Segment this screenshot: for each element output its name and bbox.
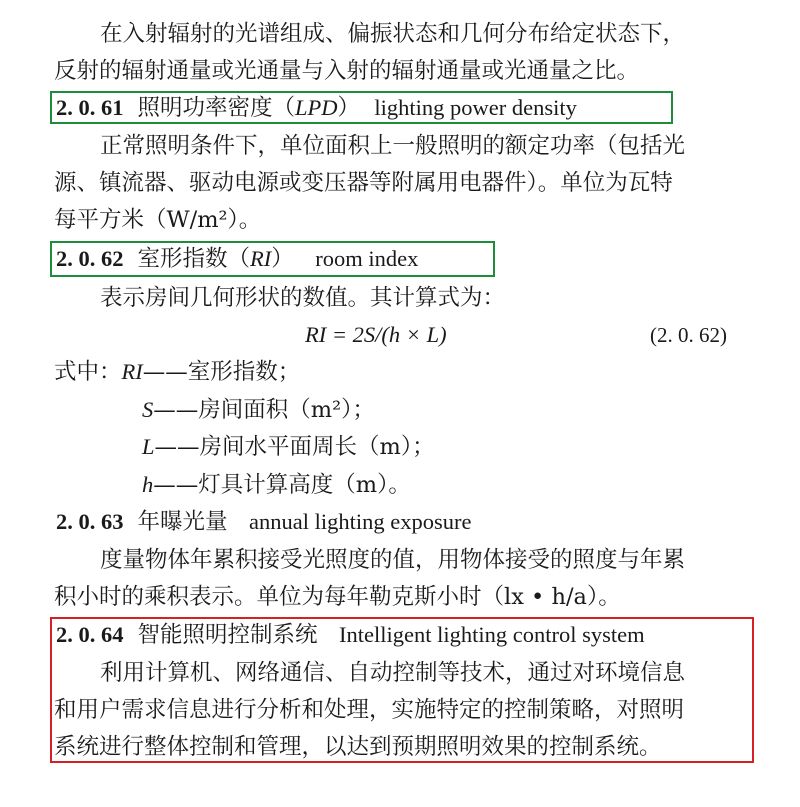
- var-symbol: L: [142, 434, 155, 459]
- term-title-cn: 智能照明控制系统: [137, 622, 318, 648]
- term-title-cn: 照明功率密度（: [137, 95, 296, 121]
- formula: RI = 2S/(h × L): [305, 322, 447, 347]
- def-2064-line-2: 和用户需求信息进行分析和处理，实施特定的控制策略，对照明: [54, 697, 685, 723]
- term-number: 2. 0. 64: [56, 622, 124, 647]
- def-2064-line-3: 系统进行整体控制和管理，以达到预期照明效果的控制系统。: [54, 734, 662, 760]
- term-heading-2061: [56, 94, 577, 122]
- term-heading-2062: [56, 245, 418, 273]
- term-title-en: lighting power density: [374, 95, 577, 120]
- where-line-ri: [54, 358, 300, 386]
- where-prefix: 式中：: [54, 359, 122, 385]
- formula-number: (2. 0. 62): [650, 323, 727, 347]
- def-2062-line-1: 表示房间几何形状的数值。其计算式为：: [100, 285, 506, 311]
- def-2061-line-1: 正常照明条件下，单位面积上一般照明的额定功率（包括光: [100, 133, 686, 159]
- term-title-cn: 室形指数（: [137, 246, 251, 272]
- var-desc: ——灯具计算高度（m）。: [153, 472, 411, 498]
- term-heading-2063: [56, 508, 471, 536]
- term-title-en: room index: [315, 246, 419, 271]
- var-desc: ——室形指数；: [142, 359, 301, 385]
- term-title-cn: 年曝光量: [137, 509, 228, 535]
- intro-line-1: 在入射辐射的光谱组成、偏振状态和几何分布给定状态下，: [100, 21, 686, 47]
- def-2063-line-1: 度量物体年累积接受光照度的值，用物体接受的照度与年累: [100, 547, 686, 573]
- term-abbr: LPD: [295, 95, 338, 120]
- def-2064-line-1: 利用计算机、网络通信、自动控制等技术，通过对环境信息: [100, 660, 686, 686]
- term-abbr: RI: [250, 246, 272, 271]
- var-desc: ——房间面积（m²）；: [153, 397, 375, 423]
- def-2061-line-2: 源、镇流器、驱动电源或变压器等附属用电器件）。单位为瓦特: [54, 170, 673, 196]
- intro-line-2: 反射的辐射通量或光通量与入射的辐射通量或光通量之比。: [54, 58, 640, 84]
- where-line-s: [142, 396, 375, 424]
- term-title-en: annual lighting exposure: [248, 509, 472, 534]
- term-number: 2. 0. 62: [56, 246, 124, 271]
- var-symbol: S: [142, 397, 154, 422]
- where-line-h: [142, 471, 411, 499]
- term-title-close: ）: [271, 246, 294, 272]
- var-symbol: h: [142, 472, 154, 497]
- where-line-l: [142, 433, 435, 461]
- def-2061-line-3: 每平方米（W/m²）。: [54, 207, 262, 233]
- def-2063-line-2: 积小时的乘积表示。单位为每年勒克斯小时（lx • h/a）。: [54, 584, 621, 610]
- term-number: 2. 0. 61: [56, 95, 124, 120]
- term-heading-2064: [56, 621, 645, 649]
- term-number: 2. 0. 63: [56, 509, 124, 534]
- term-title-close: ）: [337, 95, 361, 121]
- var-desc: ——房间水平面周长（m）；: [154, 434, 435, 460]
- term-title-en: Intelligent lighting control system: [338, 622, 645, 647]
- var-symbol: RI: [121, 359, 143, 384]
